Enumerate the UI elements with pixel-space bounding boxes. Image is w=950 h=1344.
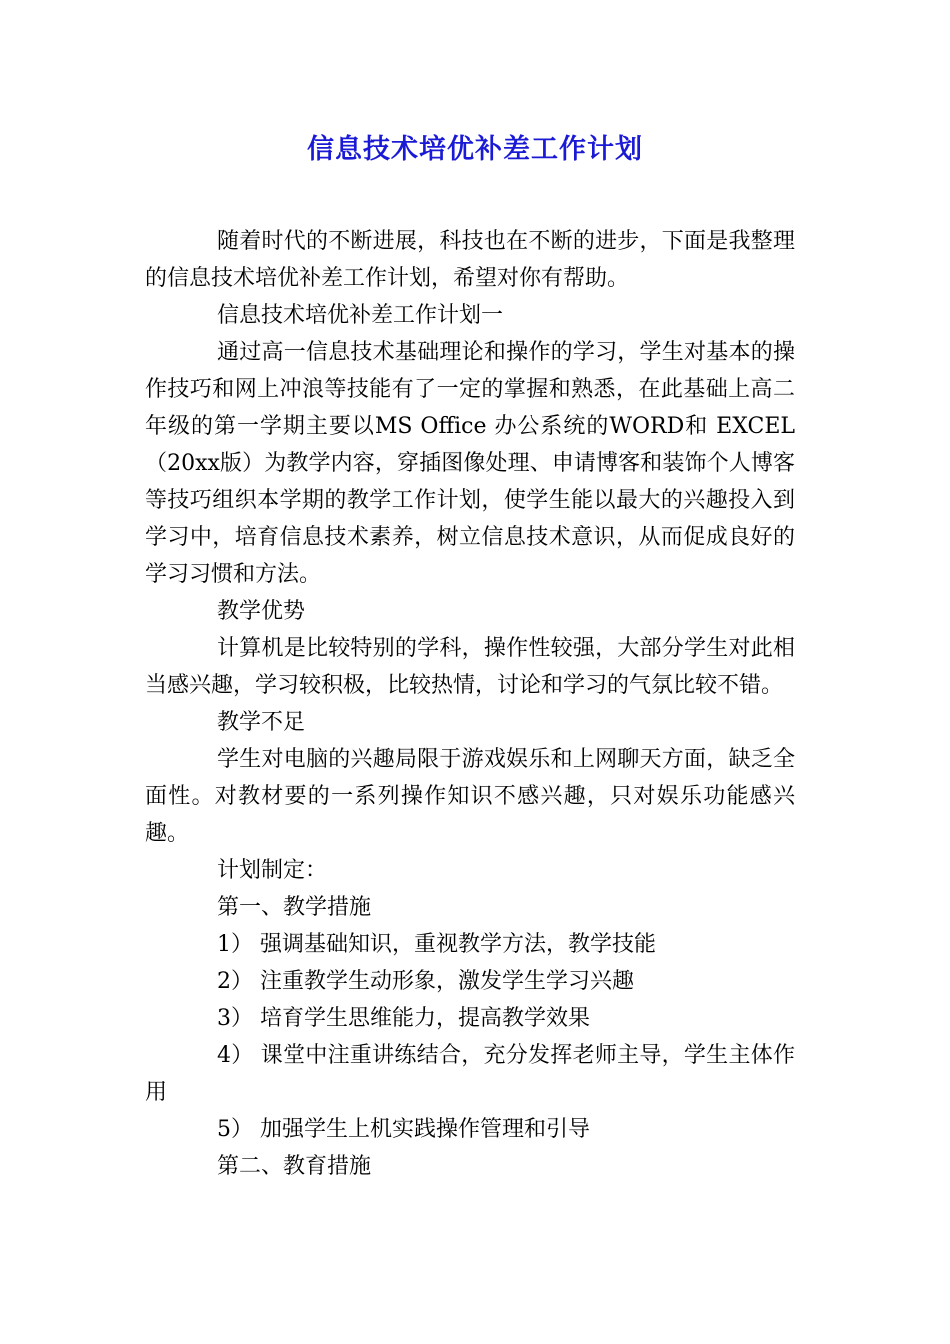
- list-item: 5） 加强学生上机实践操作管理和引导: [217, 1117, 590, 1142]
- document-body: [145, 223, 795, 1185]
- section-heading-plan: 计划制定：: [217, 858, 328, 883]
- section-heading-shortcomings: 教学不足: [217, 710, 306, 735]
- paragraph-advantages: 计算机是比较特别的学科，操作性较强，大部分学生对此相当感兴趣，学习较积极，比较热情，讨论和学习的气氛比较不错。: [145, 636, 795, 698]
- section-heading-plan-one: 信息技术培优补差工作计划一: [217, 303, 504, 328]
- list-item: 4） 课堂中注重讲练结合，充分发挥老师主导，学生主体作用: [145, 1043, 795, 1105]
- document-title: 信息技术培优补差工作计划: [307, 134, 643, 165]
- section-heading-advantages: 教学优势: [217, 599, 306, 624]
- list-item: 3） 培育学生思维能力，提高教学效果: [217, 1006, 590, 1031]
- section-heading-education-measures: 第二、教育措施: [217, 1154, 372, 1179]
- paragraph-intro: 随着时代的不断进展，科技也在不断的进步，下面是我整理的信息技术培优补差工作计划，希望对你有帮助。: [145, 229, 795, 291]
- paragraph-overview: 通过高一信息技术基础理论和操作的学习，学生对基本的操作技巧和网上冲浪等技能有了一定的掌握和熟悉，在此基础上高二年级的第一学期主要以MS Office 办公系统的WORD和 EXCEL（20xx版）为教学内容，穿插图像处理、申请博客和装饰个人博客等技巧组织本学期的教学工作计划，使学生能以最大的兴趣投入到学习中，培育信息技术素养，树立信息技术意识，从而促成良好的学习习惯和方法。: [145, 340, 795, 587]
- list-item: 1） 强调基础知识，重视教学方法，教学技能: [217, 932, 656, 957]
- paragraph-shortcomings: 学生对电脑的兴趣局限于游戏娱乐和上网聊天方面，缺乏全面性。对教材要的一系列操作知识不感兴趣，只对娱乐功能感兴趣。: [145, 747, 795, 846]
- list-item: 2） 注重教学生动形象，激发学生学习兴趣: [217, 969, 634, 994]
- section-heading-teaching-measures: 第一、教学措施: [217, 895, 372, 920]
